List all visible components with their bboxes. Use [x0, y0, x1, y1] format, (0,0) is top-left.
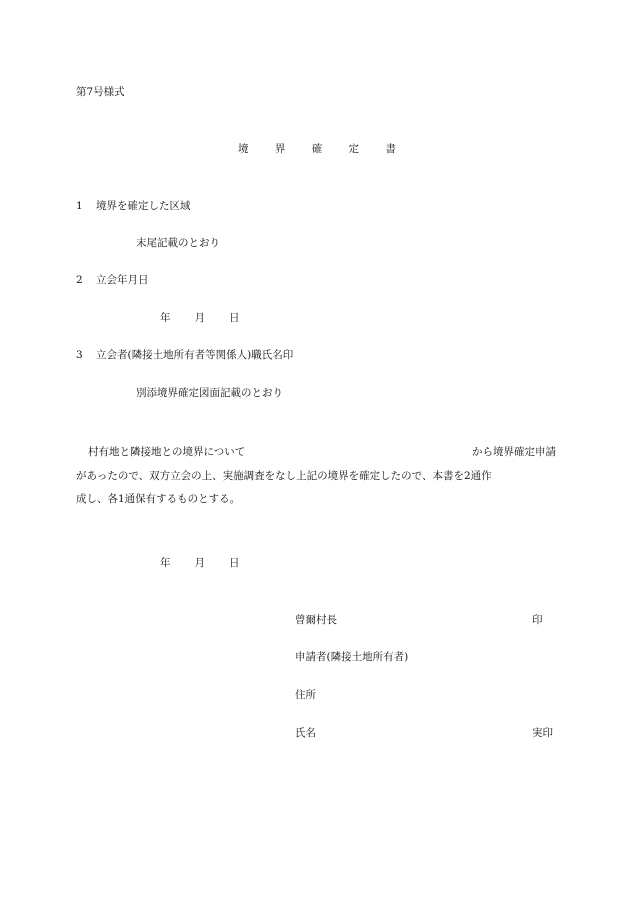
name-label: 氏名 — [295, 727, 316, 739]
section-3-detail: 別添境界確定図面記載のとおり — [136, 387, 283, 399]
mayor-seal: 印 — [532, 614, 543, 626]
date-day: 日 — [229, 557, 240, 569]
body-line-2: があったので、双方立会の上、実施調査をなし上記の境界を確定したので、本書を2通作 — [76, 469, 492, 482]
section-number: 1 — [76, 200, 83, 212]
section-3-heading — [76, 348, 293, 362]
section-1-heading — [76, 199, 191, 213]
section-label: 立会者(隣接土地所有者等関係人)職氏名印 — [96, 349, 294, 361]
date-day: 日 — [229, 312, 240, 324]
document-title — [238, 142, 396, 156]
title-char: 書 — [385, 143, 396, 155]
date-month: 月 — [194, 557, 205, 569]
section-1-detail: 末尾記載のとおり — [136, 237, 220, 249]
title-char: 界 — [274, 143, 286, 155]
registered-seal: 実印 — [532, 727, 553, 739]
form-number: 第7号様式 — [76, 86, 125, 98]
title-char: 境 — [238, 143, 249, 155]
date-year: 年 — [160, 312, 171, 324]
section-2-heading — [76, 273, 149, 287]
applicant-label: 申請者(隣接土地所有者) — [295, 651, 409, 663]
section-label: 境界を確定した区域 — [96, 200, 191, 212]
issue-date — [160, 556, 240, 570]
address-label: 住所 — [295, 689, 316, 701]
body-line-1 — [76, 441, 556, 465]
title-char: 確 — [311, 143, 323, 155]
body-line-3: 成し、各1通保有するものとする。 — [76, 493, 241, 505]
body-line-1-left: 村有地と隣接地との境界について — [88, 446, 246, 458]
mayor-label: 曾爾村長 — [295, 614, 337, 626]
section-number: 3 — [76, 349, 83, 361]
section-number: 2 — [76, 274, 83, 286]
title-char: 定 — [348, 143, 360, 155]
section-label: 立会年月日 — [96, 274, 149, 286]
body-paragraph — [76, 441, 556, 512]
date-year: 年 — [160, 557, 171, 569]
body-line-1-right: から境界確定申請 — [472, 446, 556, 458]
meeting-date — [160, 311, 240, 325]
date-month: 月 — [194, 312, 205, 324]
